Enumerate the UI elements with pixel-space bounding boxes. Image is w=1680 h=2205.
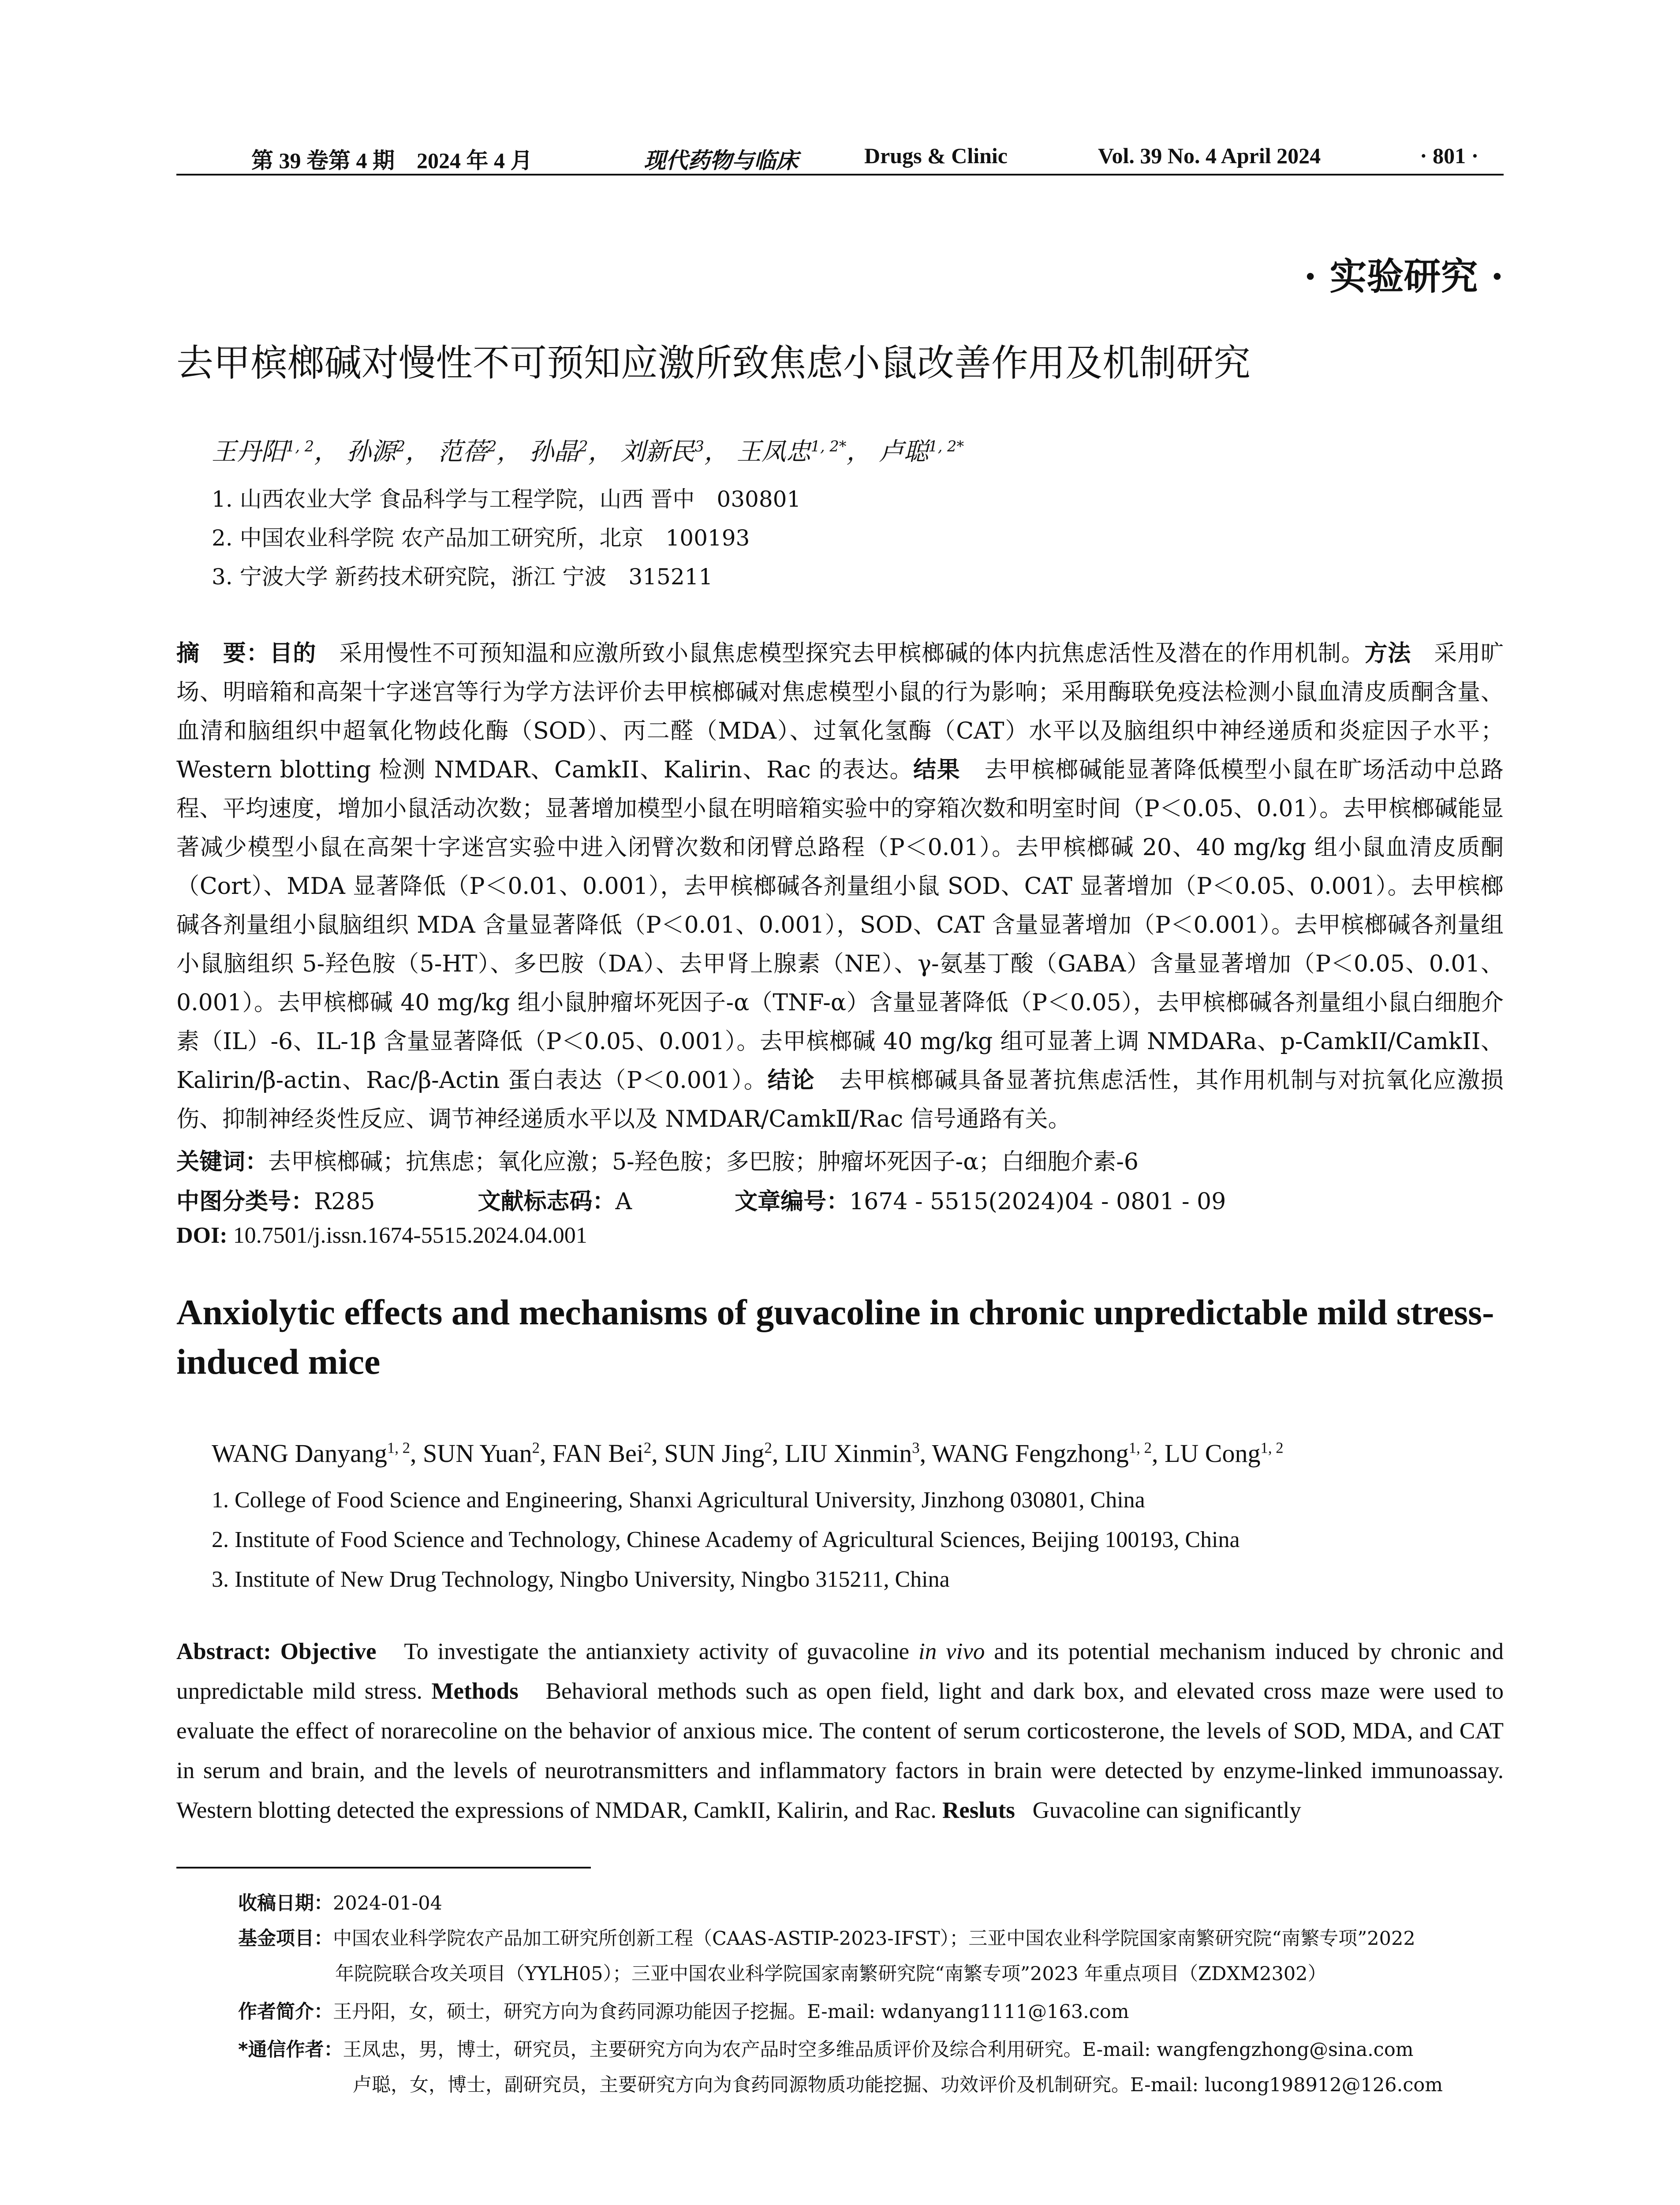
cn-objective-label: 目的 — [269, 640, 317, 667]
cn-abstract-label: 摘 要： — [176, 640, 270, 667]
cn-keywords: 关键词：去甲槟榔碱；抗焦虑；氧化应激；5-羟色胺；多巴胺；肿瘤坏死因子-α；白细胞介素-6 — [176, 1149, 1139, 1175]
en-methods-label: Methods — [431, 1678, 519, 1704]
running-header — [176, 140, 1504, 176]
cn-results-text: 去甲槟榔碱能显著降低模型小鼠在旷场活动中总路程、平均速度，增加小鼠活动次数；显著增加模型小鼠在明暗箱实验中的穿箱次数和明室时间（P＜0.05、0.01）。去甲槟榔碱能显著减少模型小鼠在高架十字迷宫实验中进入闭臂次数和闭臂总路程（P＜0.01）。去甲槟榔碱 20、40 mg/kg 组小鼠血清皮质酮（Cort）、MDA 显著降低（P＜0.01、0.001），去甲槟榔碱各剂量组小鼠 SOD、CAT 显著增加（P＜0.05、0.001）。去甲槟榔碱各剂量组小鼠脑组织 MDA 含量显著降低（P＜0.01、0.001），SOD、CAT 含量显著增加（P＜0.001）。去甲槟榔碱各剂量组小鼠脑组织 5-羟色胺（5-HT）、多巴胺（DA）、去甲肾上腺素（NE）、γ-氨基丁酸（GABA）含量显著增加（P＜0.05、0.01、0.001）。去甲槟榔碱 40 mg/kg 组小鼠肿瘤坏死因子-α（TNF-α）含量显著降低（P＜0.05），去甲槟榔碱各剂量组小鼠白细胞介素（IL）-6、IL-1β 含量显著降低（P＜0.05、0.001）。去甲槟榔碱 40 mg/kg 组可显著上调 NMDARa、p-CamkII/CamkII、Kalirin/β-actin、Rac/β-Actin 蛋白表达（P＜0.001）。 — [176, 757, 1504, 1094]
footnote-corresponding: *通信作者：王凤忠，男，博士，研究员，主要研究方向为农产品时空多维品质评价及综合利用研究。E-mail: wangfengzhong@sina.com — [238, 2039, 1414, 2061]
cn-author: 孙晶 — [529, 437, 579, 466]
en-results-label: Resluts — [942, 1798, 1015, 1823]
en-title: Anxiolytic effects and mechanisms of guvacoline in chronic unpredictable mild stress-induced mice — [176, 1292, 1494, 1382]
footnote-received: 收稿日期：2024-01-04 — [238, 1892, 442, 1914]
cn-affiliation: 2. 中国农业科学院 农产品加工研究所，北京 100193 — [212, 525, 750, 551]
section-tag: · 实验研究 · — [1304, 254, 1504, 298]
cn-results-label: 结果 — [913, 757, 961, 783]
en-affiliation: 2. Institute of Food Science and Technology, Chinese Academy of Agricultural Sciences, Beijing 100193, China — [212, 1527, 1240, 1552]
en-author-list: WANG Danyang$^{1, 2}$, SUN Yuan$^2$, FAN Bei$^2$, SUN Jing$^2$, LIU Xinmin$^3$, WANG Fengzhong$^{1, 2}$, LU Cong$^{1, 2}$ — [212, 1439, 1284, 1468]
footnote-fund-cont: 年院院联合攻关项目（YYLH05）；三亚中国农业科学院国家南繁研究院“南繁专项”2023 年重点项目（ZDXM2302） — [335, 1963, 1327, 1985]
cn-author: 孙源 — [346, 437, 396, 466]
header-journal-cn: 现代药物与临床 — [644, 147, 798, 173]
cn-conclusion-text: 去甲槟榔碱具备显著抗焦虑活性，其作用机制与对抗氧化应激损伤、抑制神经炎性反应、调节神经递质水平以及 NMDAR/CamkⅡ/Rac 信号通路有关。 — [176, 1067, 1504, 1132]
cn-author: 范蓓 — [438, 437, 488, 466]
en-affiliation: 1. College of Food Science and Engineering, Shanxi Agricultural University, Jinzhong 030801, China — [212, 1487, 1145, 1513]
cn-conclusion-label: 结论 — [767, 1067, 815, 1094]
cn-doi: DOI: 10.7501/j.issn.1674-5515.2024.04.001 — [176, 1223, 587, 1248]
cn-author: 王丹阳 — [212, 437, 286, 466]
header-volume-cn: 第 39 卷第 4 期 2024 年 4 月 — [251, 148, 533, 173]
footnote-bio: 作者简介：王丹阳，女，硕士，研究方向为食药同源功能因子挖掘。E-mail: wdanyang1111@163.com — [238, 2001, 1129, 2023]
cn-classification: 中图分类号：R285 文献标志码：A 文章编号：1674 - 5515(2024)04 - 0801 - 09 — [176, 1188, 1226, 1215]
cn-author: 卢聪 — [879, 437, 929, 466]
cn-methods-label: 方法 — [1364, 640, 1411, 667]
header-journal-en: Drugs & Clinic — [864, 143, 1008, 168]
footnote-divider — [176, 1867, 591, 1869]
en-abstract-label: Abstract: Objective — [176, 1639, 377, 1664]
header-page-number: · 801 · — [1420, 143, 1479, 168]
cn-author: 王凤忠 — [736, 437, 811, 466]
cn-abstract — [176, 634, 1504, 1139]
cn-author: 刘新民 — [620, 437, 695, 466]
en-abstract: Abstract: Objective To investigate the antianxiety activity of guvacoline in vivo and its potential mechanism induced by chronic and unpredictable mild stress. Methods Behavioral methods such as open field, light and dark box, and elevated cross maze were used to evaluate the effect of norarecoline on the behavior of anxious mice. The content of serum corticosterone, the levels of SOD, MDA, and CAT in serum and brain, and the levels of neurotransmitters and inflammatory factors in brain were detected by enzyme-linked immunoassay. Western blotting detected the expressions of NMDAR, CamkII, Kalirin, and Rac. Resluts Guvacoline can significantly — [176, 1639, 1504, 1823]
footnote-fund: 基金项目：中国农业科学院农产品加工研究所创新工程（CAAS-ASTIP-2023-IFST）；三亚中国农业科学院国家南繁研究院“南繁专项”2022 — [238, 1928, 1415, 1950]
header-volume-en: Vol. 39 No. 4 April 2024 — [1098, 143, 1321, 168]
cn-affiliation: 3. 宁波大学 新药技术研究院，浙江 宁波 315211 — [212, 564, 713, 590]
cn-author-list: 王丹阳$^{1, 2}$， 孙源$^2$， 范蓓$^2$， 孙晶$^2$， 刘新民$^3$， 王凤忠$^{1, 2*}$， 卢聪$^{1, 2*}$ — [212, 437, 964, 466]
footnote-corresponding-cont: 卢聪，女，博士，副研究员，主要研究方向为食药同源物质功能挖掘、功效评价及机制研究。E-mail: lucong198912@126.com — [353, 2074, 1443, 2096]
cn-title: 去甲槟榔碱对慢性不可预知应激所致焦虑小鼠改善作用及机制研究 — [176, 341, 1251, 385]
cn-methods-text: 采用旷场、明暗箱和高架十字迷宫等行为学方法评价去甲槟榔碱对焦虑模型小鼠的行为影响；采用酶联免疫法检测小鼠血清皮质酮含量、血清和脑组织中超氧化物歧化酶（SOD）、丙二醛（MDA）、过氧化氢酶（CAT）水平以及脑组织中神经递质和炎症因子水平；Western blotting 检测 NMDAR、CamkII、Kalirin、Rac 的表达。 — [176, 640, 1504, 783]
cn-objective-text: 采用慢性不可预知温和应激所致小鼠焦虑模型探究去甲槟榔碱的体内抗焦虑活性及潜在的作用机制。 — [339, 640, 1365, 667]
en-affiliation: 3. Institute of New Drug Technology, Ningbo University, Ningbo 315211, China — [212, 1567, 950, 1592]
cn-affiliation: 1. 山西农业大学 食品科学与工程学院，山西 晋中 030801 — [212, 486, 801, 512]
